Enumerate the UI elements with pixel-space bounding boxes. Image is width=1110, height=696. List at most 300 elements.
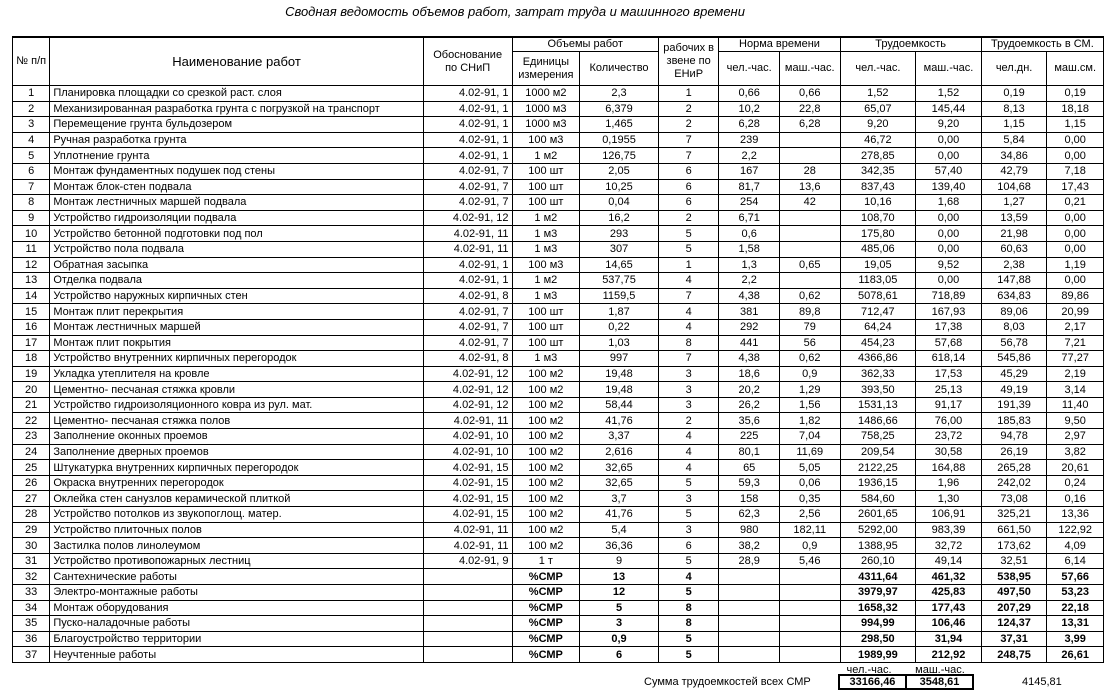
row-num: 9: [13, 210, 50, 226]
row-num: 30: [13, 538, 50, 554]
row-labor-mach: 212,92: [916, 647, 982, 663]
row-name: Устройство внутренних кирпичных перегородок: [50, 351, 423, 367]
row-labor-man: 10,16: [840, 195, 916, 211]
row-qty: 307: [580, 241, 659, 257]
row-labor-man: 46,72: [840, 132, 916, 148]
row-labor-man: 298,50: [840, 631, 916, 647]
row-shift-mach: 0,19: [1047, 86, 1104, 102]
row-labor-mach: 164,88: [916, 460, 982, 476]
row-name: Застилка полов линолеумом: [50, 538, 423, 554]
row-labor-mach: 32,72: [916, 538, 982, 554]
row-norm-man: 6,28: [719, 117, 780, 133]
row-workers: 4: [658, 460, 719, 476]
row-shift-mach: 22,18: [1047, 600, 1104, 616]
row-num: 5: [13, 148, 50, 164]
row-name: Заполнение дверных проемов: [50, 444, 423, 460]
row-workers: 7: [658, 148, 719, 164]
row-norm-mach: [779, 132, 840, 148]
row-qty: 13: [580, 569, 659, 585]
row-labor-mach: 91,17: [916, 397, 982, 413]
row-num: 29: [13, 522, 50, 538]
row-qty: 0,04: [580, 195, 659, 211]
row-basis: 4.02-91, 15: [423, 507, 512, 523]
row-labor-mach: 983,39: [916, 522, 982, 538]
row-num: 31: [13, 553, 50, 569]
row-norm-mach: 56: [779, 335, 840, 351]
row-norm-man: 158: [719, 491, 780, 507]
row-shift-mach: 1,19: [1047, 257, 1104, 273]
row-labor-man: 584,60: [840, 491, 916, 507]
row-basis: 4.02-91, 11: [423, 226, 512, 242]
row-qty: 1,87: [580, 304, 659, 320]
row-norm-mach: 79: [779, 319, 840, 335]
row-unit: 100 м3: [512, 257, 580, 273]
row-shift-man: 60,63: [981, 241, 1047, 257]
table-row: [13, 86, 1104, 102]
row-shift-man: 56,78: [981, 335, 1047, 351]
row-name: Устройство гидроизоляции подвала: [50, 210, 423, 226]
row-qty: 997: [580, 351, 659, 367]
row-unit: 100 м2: [512, 413, 580, 429]
row-labor-man: 108,70: [840, 210, 916, 226]
row-unit: 1 м2: [512, 148, 580, 164]
row-basis: 4.02-91, 7: [423, 163, 512, 179]
table-row: [13, 101, 1104, 117]
summary-extra-value: 4145,81: [1022, 676, 1062, 688]
row-name: Окраска внутренних перегородок: [50, 475, 423, 491]
row-shift-mach: 2,17: [1047, 319, 1104, 335]
row-norm-mach: 0,62: [779, 351, 840, 367]
row-norm-mach: 182,11: [779, 522, 840, 538]
row-shift-man: 191,39: [981, 397, 1047, 413]
row-shift-mach: 2,19: [1047, 366, 1104, 382]
row-name: Штукатурка внутренних кирпичных перегородок: [50, 460, 423, 476]
row-shift-man: 173,62: [981, 538, 1047, 554]
row-qty: 3,37: [580, 429, 659, 445]
table-row: [13, 647, 1104, 663]
row-name: Неучтенные работы: [50, 647, 423, 663]
row-norm-man: 1,3: [719, 257, 780, 273]
row-qty: 3: [580, 616, 659, 632]
row-qty: 2,3: [580, 86, 659, 102]
row-shift-mach: 20,61: [1047, 460, 1104, 476]
row-labor-man: 1658,32: [840, 600, 916, 616]
row-labor-mach: 718,89: [916, 288, 982, 304]
row-workers: 4: [658, 444, 719, 460]
row-num: 16: [13, 319, 50, 335]
header-volumes: Объемы работ: [512, 37, 658, 52]
table-row: [13, 631, 1104, 647]
table-row: [13, 304, 1104, 320]
table-row: [13, 382, 1104, 398]
row-norm-mach: [779, 616, 840, 632]
row-labor-mach: 1,30: [916, 491, 982, 507]
row-num: 8: [13, 195, 50, 211]
row-qty: 36,36: [580, 538, 659, 554]
row-qty: 9: [580, 553, 659, 569]
row-labor-mach: 106,46: [916, 616, 982, 632]
row-labor-mach: 177,43: [916, 600, 982, 616]
row-shift-mach: 3,82: [1047, 444, 1104, 460]
row-workers: 8: [658, 600, 719, 616]
row-qty: 537,75: [580, 273, 659, 289]
row-norm-man: [719, 631, 780, 647]
row-labor-man: 1936,15: [840, 475, 916, 491]
header-shift-mach: маш.см.: [1047, 52, 1104, 86]
row-norm-man: 2,2: [719, 148, 780, 164]
row-basis: 4.02-91, 1: [423, 273, 512, 289]
header-norm-mach: маш.-час.: [779, 52, 840, 86]
row-norm-man: 441: [719, 335, 780, 351]
row-labor-mach: 17,53: [916, 366, 982, 382]
row-labor-mach: 0,00: [916, 148, 982, 164]
row-shift-man: 37,31: [981, 631, 1047, 647]
row-labor-man: 712,47: [840, 304, 916, 320]
row-num: 10: [13, 226, 50, 242]
row-norm-man: 167: [719, 163, 780, 179]
row-shift-man: 45,29: [981, 366, 1047, 382]
row-basis: 4.02-91, 1: [423, 132, 512, 148]
row-workers: 8: [658, 616, 719, 632]
row-labor-man: 175,80: [840, 226, 916, 242]
row-name: Устройство гидроизоляционного ковра из рул. мат.: [50, 397, 423, 413]
row-shift-mach: 7,21: [1047, 335, 1104, 351]
row-workers: 6: [658, 538, 719, 554]
row-unit: 100 шт: [512, 179, 580, 195]
row-labor-mach: 76,00: [916, 413, 982, 429]
row-shift-man: 538,95: [981, 569, 1047, 585]
row-qty: 3,7: [580, 491, 659, 507]
row-norm-mach: 0,9: [779, 538, 840, 554]
row-labor-man: 209,54: [840, 444, 916, 460]
row-labor-man: 1989,99: [840, 647, 916, 663]
row-norm-mach: [779, 647, 840, 663]
row-norm-man: 292: [719, 319, 780, 335]
row-shift-man: 147,88: [981, 273, 1047, 289]
row-workers: 4: [658, 319, 719, 335]
row-name: Обратная засыпка: [50, 257, 423, 273]
row-labor-man: 1388,95: [840, 538, 916, 554]
row-shift-man: 0,19: [981, 86, 1047, 102]
row-num: 27: [13, 491, 50, 507]
row-unit: 100 м2: [512, 522, 580, 538]
row-labor-mach: 0,00: [916, 241, 982, 257]
table-row: [13, 335, 1104, 351]
row-labor-mach: 0,00: [916, 132, 982, 148]
row-norm-man: 980: [719, 522, 780, 538]
row-name: Монтаж фундаментных подушек под стены: [50, 163, 423, 179]
row-unit: 100 шт: [512, 163, 580, 179]
row-qty: 1159,5: [580, 288, 659, 304]
row-shift-man: 2,38: [981, 257, 1047, 273]
row-workers: 8: [658, 335, 719, 351]
row-shift-mach: 0,00: [1047, 148, 1104, 164]
row-shift-man: 8,03: [981, 319, 1047, 335]
row-qty: 1,465: [580, 117, 659, 133]
row-shift-mach: 2,97: [1047, 429, 1104, 445]
row-norm-man: 59,3: [719, 475, 780, 491]
row-unit: 1 м2: [512, 210, 580, 226]
row-norm-man: 81,7: [719, 179, 780, 195]
row-qty: 5,4: [580, 522, 659, 538]
header-norm: Норма времени: [719, 37, 840, 52]
row-name: Монтаж лестничных маршей: [50, 319, 423, 335]
row-labor-man: 393,50: [840, 382, 916, 398]
row-norm-man: 239: [719, 132, 780, 148]
row-shift-man: 545,86: [981, 351, 1047, 367]
row-shift-man: 89,06: [981, 304, 1047, 320]
row-name: Благоустройство территории: [50, 631, 423, 647]
row-norm-mach: [779, 148, 840, 164]
row-workers: 4: [658, 304, 719, 320]
row-qty: 58,44: [580, 397, 659, 413]
row-unit: %СМР: [512, 631, 580, 647]
row-norm-man: 62,3: [719, 507, 780, 523]
row-workers: 5: [658, 585, 719, 601]
row-workers: 3: [658, 366, 719, 382]
row-norm-man: 4,38: [719, 288, 780, 304]
row-num: 21: [13, 397, 50, 413]
row-num: 18: [13, 351, 50, 367]
summary-total-man: 33166,46: [849, 676, 896, 688]
row-labor-man: 65,07: [840, 101, 916, 117]
row-shift-mach: 0,16: [1047, 491, 1104, 507]
row-shift-mach: 9,50: [1047, 413, 1104, 429]
row-unit: 1 м3: [512, 288, 580, 304]
header-norm-man: чел.-час.: [719, 52, 780, 86]
header-labor-man: чел.-час.: [840, 52, 916, 86]
row-workers: 5: [658, 241, 719, 257]
row-unit: 1000 м3: [512, 117, 580, 133]
table-row: [13, 460, 1104, 476]
row-basis: 4.02-91, 7: [423, 304, 512, 320]
row-labor-man: 994,99: [840, 616, 916, 632]
row-shift-mach: 0,21: [1047, 195, 1104, 211]
row-norm-mach: [779, 241, 840, 257]
row-name: Устройство потолков из звукопоглощ. матер.: [50, 507, 423, 523]
row-basis: 4.02-91, 11: [423, 413, 512, 429]
row-norm-mach: 28: [779, 163, 840, 179]
row-basis: 4.02-91, 7: [423, 179, 512, 195]
row-num: 14: [13, 288, 50, 304]
row-unit: 100 м2: [512, 444, 580, 460]
row-num: 23: [13, 429, 50, 445]
row-workers: 3: [658, 382, 719, 398]
row-labor-man: 9,20: [840, 117, 916, 133]
row-labor-mach: 618,14: [916, 351, 982, 367]
row-basis: 4.02-91, 11: [423, 538, 512, 554]
row-norm-mach: [779, 631, 840, 647]
table-body: [13, 86, 1104, 663]
row-unit: 100 шт: [512, 335, 580, 351]
row-labor-man: 758,25: [840, 429, 916, 445]
row-basis: 4.02-91, 1: [423, 101, 512, 117]
row-workers: 6: [658, 195, 719, 211]
table-row: [13, 616, 1104, 632]
row-labor-man: 3979,97: [840, 585, 916, 601]
row-unit: 100 м2: [512, 397, 580, 413]
row-unit: 1 м3: [512, 241, 580, 257]
table-row: [13, 226, 1104, 242]
row-labor-mach: 461,32: [916, 569, 982, 585]
row-shift-man: 185,83: [981, 413, 1047, 429]
row-norm-man: 225: [719, 429, 780, 445]
row-unit: %СМР: [512, 616, 580, 632]
row-labor-man: 64,24: [840, 319, 916, 335]
row-workers: 2: [658, 101, 719, 117]
row-norm-man: 2,2: [719, 273, 780, 289]
table-row: [13, 444, 1104, 460]
row-norm-mach: [779, 600, 840, 616]
summary-table-container: [12, 36, 1104, 663]
row-labor-man: 260,10: [840, 553, 916, 569]
row-name: Пуско-наладочные работы: [50, 616, 423, 632]
row-qty: 16,2: [580, 210, 659, 226]
row-name: Цементно- песчаная стяжка полов: [50, 413, 423, 429]
row-name: Электро-монтажные работы: [50, 585, 423, 601]
row-unit: 1 м3: [512, 226, 580, 242]
row-num: 35: [13, 616, 50, 632]
summary-unit-mach: маш.-час.: [915, 664, 965, 676]
header-unit: Единицы измерения: [512, 52, 580, 86]
row-qty: 293: [580, 226, 659, 242]
row-workers: 3: [658, 522, 719, 538]
row-shift-mach: 57,66: [1047, 569, 1104, 585]
row-shift-man: 265,28: [981, 460, 1047, 476]
row-labor-mach: 1,96: [916, 475, 982, 491]
row-basis: 4.02-91, 12: [423, 210, 512, 226]
row-norm-man: [719, 585, 780, 601]
row-norm-mach: 22,8: [779, 101, 840, 117]
row-norm-mach: 5,46: [779, 553, 840, 569]
row-shift-mach: 3,99: [1047, 631, 1104, 647]
row-qty: 41,76: [580, 507, 659, 523]
row-name: Монтаж плит перекрытия: [50, 304, 423, 320]
row-norm-mach: 42: [779, 195, 840, 211]
row-num: 36: [13, 631, 50, 647]
row-shift-man: 34,86: [981, 148, 1047, 164]
row-norm-man: 1,58: [719, 241, 780, 257]
row-norm-mach: [779, 569, 840, 585]
row-shift-man: 42,79: [981, 163, 1047, 179]
row-shift-mach: 0,00: [1047, 226, 1104, 242]
table-row: [13, 475, 1104, 491]
row-num: 20: [13, 382, 50, 398]
row-num: 34: [13, 600, 50, 616]
row-basis: [423, 647, 512, 663]
table-row: [13, 210, 1104, 226]
row-shift-man: 634,83: [981, 288, 1047, 304]
row-basis: 4.02-91, 7: [423, 335, 512, 351]
row-workers: 4: [658, 429, 719, 445]
row-name: Устройство наружных кирпичных стен: [50, 288, 423, 304]
row-norm-mach: 1,56: [779, 397, 840, 413]
row-labor-man: 342,35: [840, 163, 916, 179]
table-row: [13, 569, 1104, 585]
row-norm-mach: 13,6: [779, 179, 840, 195]
row-basis: [423, 600, 512, 616]
row-shift-mach: 53,23: [1047, 585, 1104, 601]
row-unit: 1 м2: [512, 273, 580, 289]
row-shift-man: 661,50: [981, 522, 1047, 538]
table-row: [13, 366, 1104, 382]
row-norm-mach: 89,8: [779, 304, 840, 320]
row-labor-mach: 23,72: [916, 429, 982, 445]
row-name: Оклейка стен санузлов керамической плиткой: [50, 491, 423, 507]
row-shift-mach: 20,99: [1047, 304, 1104, 320]
row-name: Механизированная разработка грунта с погрузкой на транспорт: [50, 101, 423, 117]
row-labor-mach: 25,13: [916, 382, 982, 398]
row-shift-man: 1,15: [981, 117, 1047, 133]
row-basis: 4.02-91, 11: [423, 522, 512, 538]
row-labor-mach: 9,20: [916, 117, 982, 133]
row-shift-man: 8,13: [981, 101, 1047, 117]
row-qty: 1,03: [580, 335, 659, 351]
table-row: [13, 553, 1104, 569]
row-norm-man: 80,1: [719, 444, 780, 460]
row-norm-man: 381: [719, 304, 780, 320]
row-labor-man: 1183,05: [840, 273, 916, 289]
header-qty: Количество: [580, 52, 659, 86]
row-shift-mach: 0,00: [1047, 241, 1104, 257]
row-shift-man: 49,19: [981, 382, 1047, 398]
row-name: Устройство бетонной подготовки под пол: [50, 226, 423, 242]
row-name: Планировка площадки со срезкой раст. слоя: [50, 86, 423, 102]
table-row: [13, 148, 1104, 164]
row-norm-man: 26,2: [719, 397, 780, 413]
row-shift-mach: 7,18: [1047, 163, 1104, 179]
row-norm-man: [719, 616, 780, 632]
row-labor-man: 362,33: [840, 366, 916, 382]
row-workers: 5: [658, 507, 719, 523]
row-num: 19: [13, 366, 50, 382]
row-norm-mach: 5,05: [779, 460, 840, 476]
row-unit: 1 т: [512, 553, 580, 569]
row-norm-man: 20,2: [719, 382, 780, 398]
row-qty: 19,48: [580, 366, 659, 382]
row-name: Монтаж плит покрытия: [50, 335, 423, 351]
row-num: 37: [13, 647, 50, 663]
row-name: Ручная разработка грунта: [50, 132, 423, 148]
row-shift-man: 73,08: [981, 491, 1047, 507]
row-labor-mach: 0,00: [916, 210, 982, 226]
row-qty: 6: [580, 647, 659, 663]
row-num: 33: [13, 585, 50, 601]
row-labor-man: 1531,13: [840, 397, 916, 413]
row-labor-man: 4311,64: [840, 569, 916, 585]
row-unit: 100 шт: [512, 319, 580, 335]
row-norm-mach: 0,66: [779, 86, 840, 102]
row-unit: %СМР: [512, 585, 580, 601]
row-norm-man: 28,9: [719, 553, 780, 569]
table-row: [13, 195, 1104, 211]
header-labor-mach: маш.-час.: [916, 52, 982, 86]
row-shift-man: 497,50: [981, 585, 1047, 601]
row-shift-mach: 1,15: [1047, 117, 1104, 133]
row-labor-mach: 1,52: [916, 86, 982, 102]
row-shift-man: 124,37: [981, 616, 1047, 632]
row-norm-mach: [779, 273, 840, 289]
row-unit: 1 м3: [512, 351, 580, 367]
row-unit: %СМР: [512, 569, 580, 585]
row-name: Заполнение оконных проемов: [50, 429, 423, 445]
row-workers: 4: [658, 273, 719, 289]
row-labor-mach: 106,91: [916, 507, 982, 523]
row-shift-mach: 0,00: [1047, 210, 1104, 226]
row-labor-mach: 145,44: [916, 101, 982, 117]
row-unit: %СМР: [512, 600, 580, 616]
row-name: Уплотнение грунта: [50, 148, 423, 164]
